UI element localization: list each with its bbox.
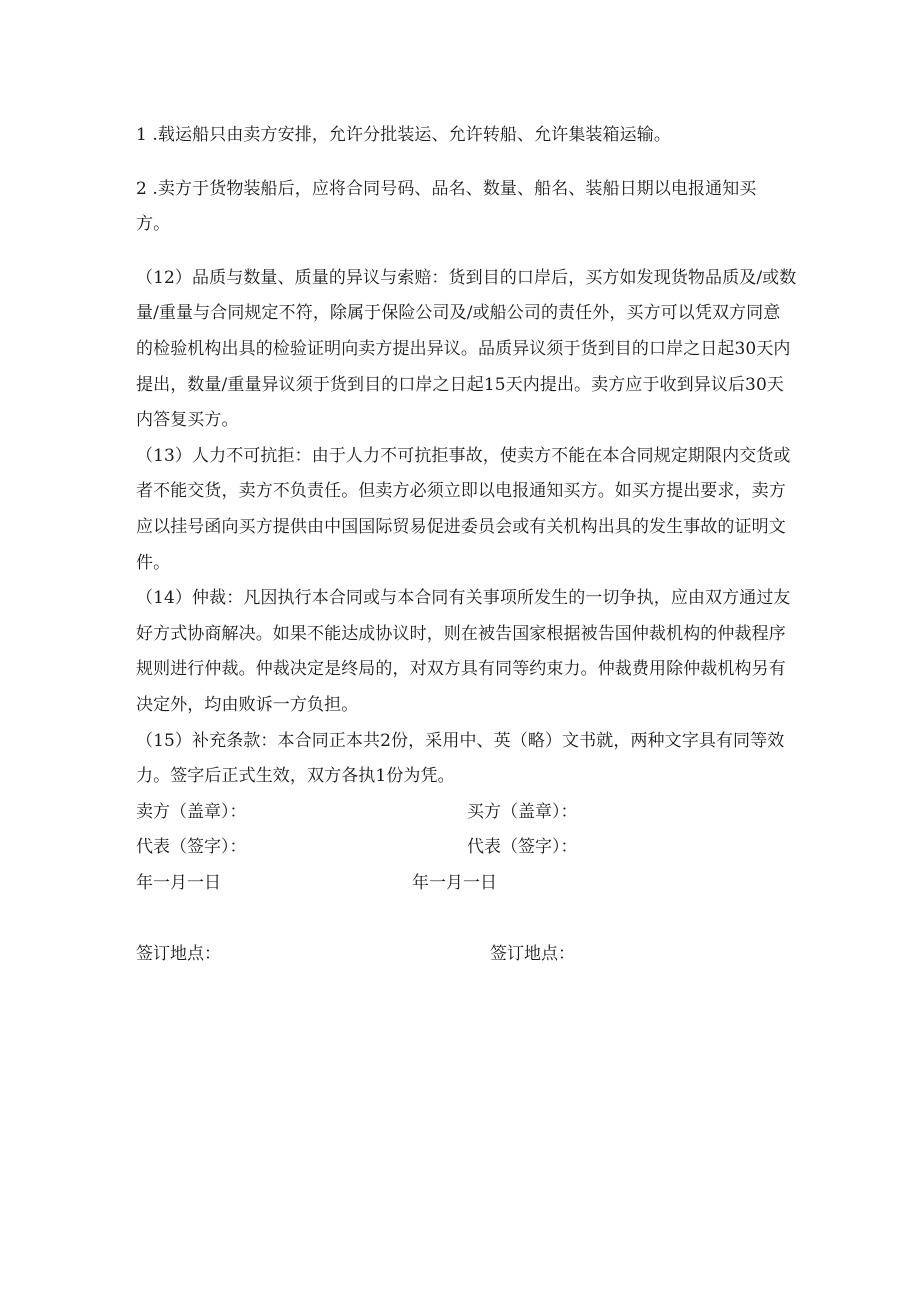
- clause-12-line: 提出，数量/重量异议须于货到目的口岸之日起15天内提出。卖方应于收到异议后30天: [136, 374, 784, 395]
- clause-15: [136, 724, 788, 795]
- contract-page: [136, 118, 797, 973]
- clause-12-line: 的检验机构出具的检验证明向卖方提出异议。品质异议须于货到目的口岸之日起30天内: [136, 338, 791, 359]
- seal-row: [136, 795, 788, 831]
- clause-13-line: 者不能交货，卖方不负责任。但卖方必须立即以电报通知买方。如买方提出要求，卖方: [136, 481, 786, 502]
- clause-15-line: 力。签字后正式生效，双方各执1份为凭。: [136, 766, 455, 787]
- clause-12-line: 内答复买方。: [136, 410, 239, 431]
- clause-13-line: （13）人力不可抗拒：由于人力不可抗拒事故，使卖方不能在本合同规定期限内交货或: [136, 445, 791, 466]
- date-row: [136, 866, 788, 902]
- seller-seal-label: 卖方（盖章）：: [136, 801, 247, 822]
- buyer-date-label: 年一月一日: [412, 872, 497, 893]
- shipping-item-2-line-1: 2 .卖方于货物装船后，应将合同号码、品名、数量、船名、装船日期以电报通知买: [136, 178, 757, 199]
- representative-row: [136, 830, 788, 866]
- clause-14-line: 决定外，均由败诉一方负担。: [136, 694, 359, 715]
- clause-13-line: 件。: [136, 552, 171, 573]
- buyer-representative-label: 代表（签字）：: [467, 837, 578, 858]
- clause-15-line: （15）补充条款：本合同正本共2份，采用中、英（略）文书就，两种文字具有同等效: [136, 730, 785, 751]
- clause-14-line: 规则进行仲裁。仲裁决定是终局的，对双方具有同等约束力。仲裁费用除仲裁机构另有: [136, 659, 786, 680]
- clause-12: [136, 261, 797, 439]
- seller-representative-label: 代表（签字）：: [136, 837, 247, 858]
- clause-14: [136, 581, 791, 723]
- clause-12-line: （12）品质与数量、质量的异议与索赔：货到目的口岸后，买方如发现货物品质及/或数: [136, 267, 797, 288]
- clause-12-line: 量/重量与合同规定不符，除属于保险公司及/或船公司的责任外，买方可以凭双方同意: [136, 303, 781, 324]
- buyer-seal-label: 买方（盖章）：: [467, 801, 578, 822]
- buyer-place-label: 签订地点：: [490, 944, 575, 965]
- clause-13: [136, 439, 791, 581]
- clause-13-line: 应以挂号函向买方提供由中国国际贸易促进委员会或有关机构出具的发生事故的证明文: [136, 516, 786, 537]
- seller-place-label: 签订地点：: [136, 944, 221, 965]
- place-row: [136, 937, 788, 973]
- seller-date-label: 年一月一日: [136, 872, 221, 893]
- clause-14-line: 好方式协商解决。如果不能达成协议时，则在被告国家根据被告国仲裁机构的仲裁程序: [136, 623, 786, 644]
- shipping-item-2-line-2: 方。: [136, 214, 171, 235]
- clause-14-line: （14）仲裁：凡因执行本合同或与本合同有关事项所发生的一切争执，应由双方通过友: [136, 588, 791, 609]
- shipping-item-1: 1 .载运船只由卖方安排，允许分批装运、允许转船、允许集装箱运输。: [136, 125, 671, 145]
